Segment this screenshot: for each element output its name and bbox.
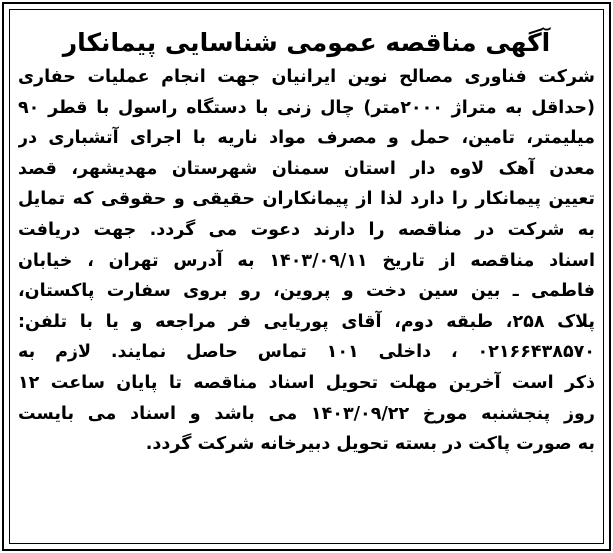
- notice-line: روز پنجشنبه مورخ ۱۴۰۳/۰۹/۲۲ می باشد و اسناد می بایست: [18, 403, 595, 424]
- notice-line: به صورت پاکت در بسته تحویل دبیرخانه شرکت گردد.: [145, 434, 595, 455]
- notice-line: (حداقل به متراژ ۲۰۰۰متر) چال زنی با دستگاه راسول با قطر ۹۰: [18, 97, 595, 118]
- notice-line: پلاک ۲۵۸، طبقه دوم، آقای پوریایی فر مراجعه و یا با تلفن:: [18, 311, 595, 332]
- notice-line: اسناد مناقصه از تاریخ ۱۴۰۳/۰۹/۱۱ به آدرس تهران ، خیابان: [18, 250, 595, 271]
- tender-notice: [14, 14, 599, 539]
- notice-line: میلیمتر، تامین، حمل و مصرف مواد ناریه با اجرای آتشباری در: [18, 128, 595, 149]
- notice-line: فاطمی ـ بین سین دخت و پروین، رو بروی سفارت پاکستان،: [18, 281, 595, 302]
- notice-line: ذکر است آخرین مهلت تحویل اسناد مناقصه تا پایان ساعت ۱۲: [18, 372, 595, 393]
- notice-line: ۰۲۱۶۶۴۳۸۵۷۰ ، داخلی ۱۰۱ تماس حاصل نمایند. لازم به: [18, 342, 595, 363]
- notice-line: تعیین پیمانکار را دارد لذا از پیمانکاران حقیقی و حقوقی که تمایل: [18, 189, 595, 210]
- notice-title: آگهی مناقصه عمومی شناسایی پیمانکار: [62, 28, 551, 57]
- notice-line: به شرکت در مناقصه را دارند دعوت می گردد. جهت دریافت: [18, 219, 595, 240]
- notice-line: معدن آهک لاوه دار استان سمنان شهرستان مهدیشهر، قصد: [18, 158, 595, 179]
- notice-line: شرکت فناوری مصالح نوین ایرانیان جهت انجام عملیات حفاری: [18, 67, 595, 87]
- notice-body: [14, 62, 599, 460]
